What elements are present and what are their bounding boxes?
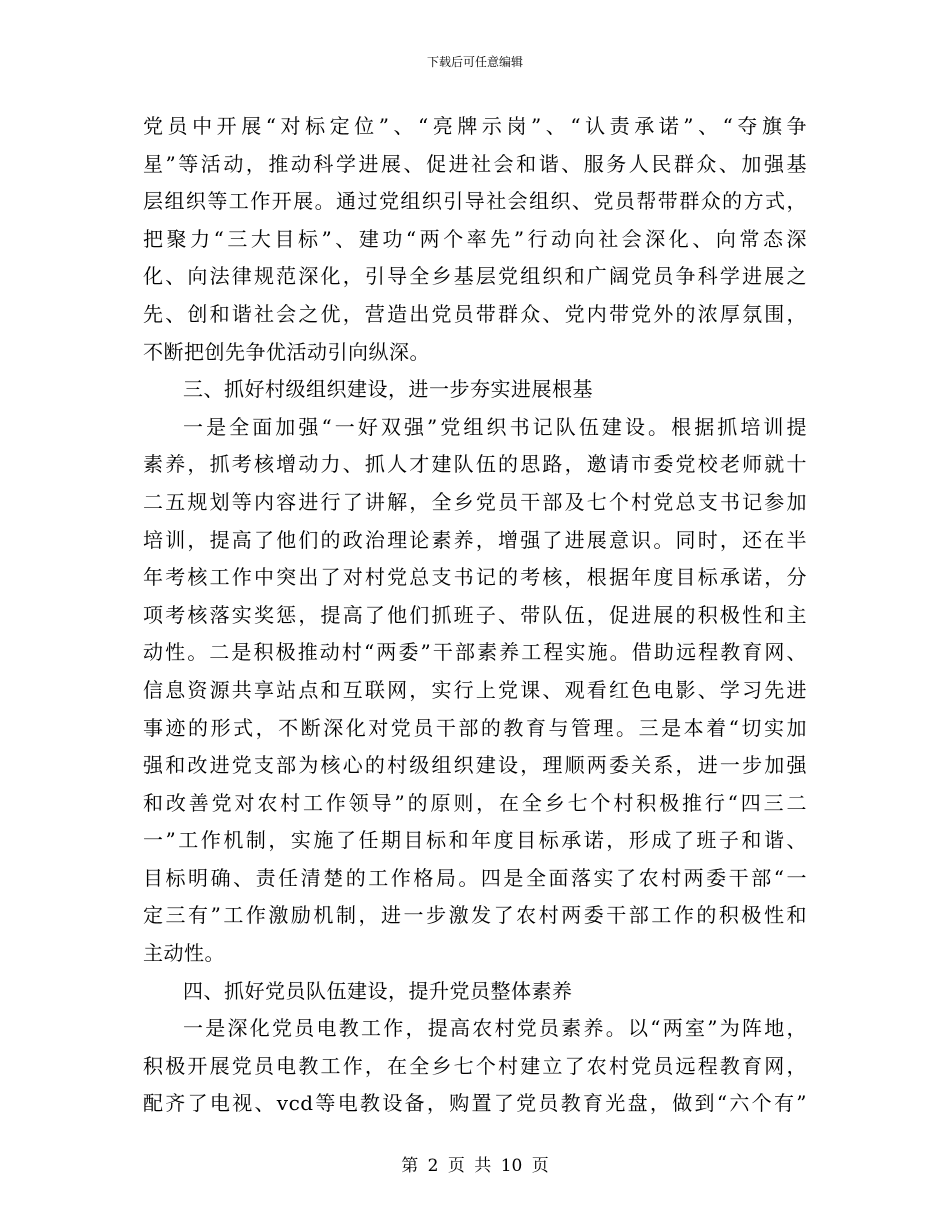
text-line: 年考核工作中突出了对村党总支书记的考核，根据年度目标承诺，分	[143, 565, 807, 590]
text-line: 星”等活动，推动科学进展、促进社会和谐、服务人民群众、加强基	[143, 151, 807, 176]
text-line: 强和改进党支部为核心的村级组织建设，理顺两委关系，进一步加强	[143, 753, 807, 778]
text-line: 一是全面加强“一好双强”党组织书记队伍建设。根据抓培训提	[183, 414, 807, 439]
text-line: 积极开展党员电教工作，在全乡七个村建立了农村党员远程教育网，	[143, 1053, 807, 1078]
text-line: 素养，抓考核增动力、抓人才建队伍的思路，邀请市委党校老师就十	[143, 452, 807, 477]
text-line: 配齐了电视、vcd等电教设备，购置了党员教育光盘，做到“六个有”	[143, 1091, 807, 1116]
text-line: 目标明确、责任清楚的工作格局。四是全面落实了农村两委干部“一	[143, 865, 807, 890]
text-line: 培训，提高了他们的政治理论素养，增强了进展意识。同时，还在半	[143, 527, 807, 552]
text-line: 主动性。	[143, 941, 225, 966]
text-line: 化、向法律规范深化，引导全乡基层党组织和广阔党员争科学进展之	[143, 264, 807, 289]
text-line: 四、抓好党员队伍建设，提升党员整体素养	[183, 978, 573, 1003]
text-line: 事迹的形式，不断深化对党员干部的教育与管理。三是本着“切实加	[143, 715, 807, 740]
text-line: 和改善党对农村工作领导”的原则，在全乡七个村积极推行“四三二	[143, 790, 807, 815]
text-line: 二五规划等内容进行了讲解，全乡党员干部及七个村党总支书记参加	[143, 489, 807, 514]
text-line: 定三有”工作激励机制，进一步激发了农村两委干部工作的积极性和	[143, 903, 807, 928]
text-line: 先、创和谐社会之优，营造出党员带群众、党内带党外的浓厚氛围，	[143, 301, 807, 326]
text-line: 项考核落实奖惩，提高了他们抓班子、带队伍，促进展的积极性和主	[143, 602, 807, 627]
text-line: 动性。二是积极推动村“两委”干部素养工程实施。借助远程教育网、	[143, 640, 807, 665]
text-line: 把聚力“三大目标”、建功“两个率先”行动向社会深化、向常态深	[143, 226, 807, 251]
text-line: 一是深化党员电教工作，提高农村党员素养。以“两室”为阵地，	[183, 1016, 807, 1041]
text-line: 党员中开展“对标定位”、“亮牌示岗”、“认责承诺”、“夺旗争	[143, 114, 807, 138]
document-body	[143, 108, 807, 1123]
text-line: 信息资源共享站点和互联网，实行上党课、观看红色电影、学习先进	[143, 677, 807, 702]
text-line: 层组织等工作开展。通过党组织引导社会组织、党员帮带群众的方式，	[143, 189, 807, 214]
text-line: 一”工作机制，实施了任期目标和年度目标承诺，形成了班子和谐、	[143, 828, 807, 853]
text-line: 不断把创先争优活动引向纵深。	[143, 339, 430, 364]
page-number-footer: 第 2 页 共 10 页	[401, 1156, 549, 1176]
page-header: 下载后可任意编辑	[426, 55, 523, 69]
text-line: 三、抓好村级组织建设，进一步夯实进展根基	[183, 377, 593, 402]
